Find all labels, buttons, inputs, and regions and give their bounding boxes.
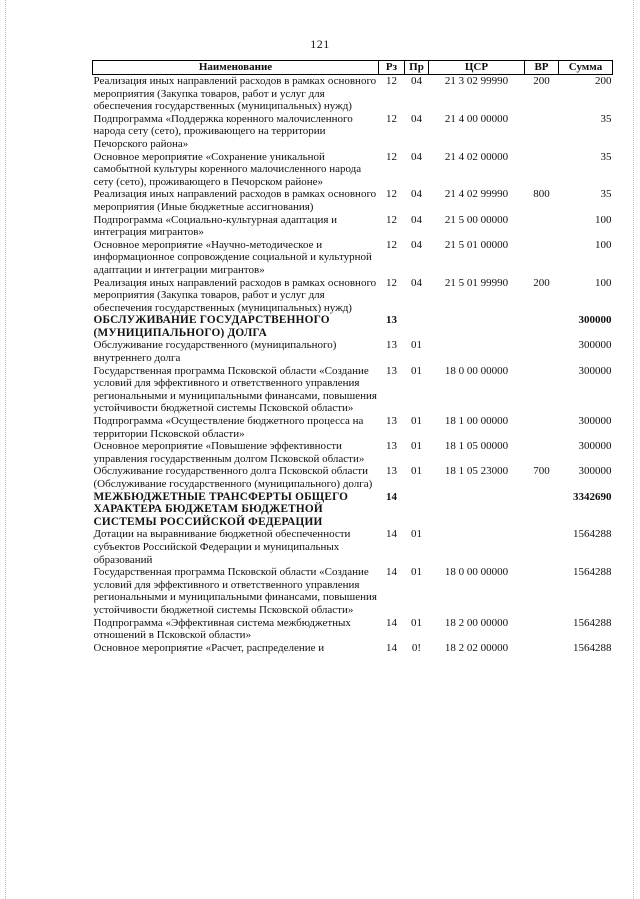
header-vr: ВР — [525, 61, 559, 75]
table-row — [93, 566, 613, 616]
row-csr: 18 1 05 00000 — [444, 440, 509, 453]
row-csr: 21 5 01 00000 — [444, 238, 509, 251]
row-rz: 12 — [386, 188, 397, 201]
row-name: Реализация иных направлений расходов в рамках основного мероприятия (Закупка товаров, работ и услуг для обеспечения государственных (муниципальных) нужд) — [93, 276, 377, 314]
row-pr: 01 — [411, 440, 422, 453]
row-csr: 21 4 02 99990 — [444, 188, 509, 201]
table-row — [93, 277, 613, 315]
row-vr — [525, 113, 559, 151]
section-row — [93, 314, 613, 339]
table-row — [93, 188, 613, 213]
row-vr — [525, 239, 559, 277]
row-rz: 12 — [386, 112, 397, 125]
row-vr: 800 — [533, 188, 550, 201]
row-vr: 200 — [533, 276, 550, 289]
row-name: Подпрограмма «Осуществление бюджетного процесса на территории Псковской области» — [93, 415, 364, 440]
row-csr: 18 1 05 23000 — [444, 465, 509, 478]
row-name: Подпрограмма «Эффективная система межбюджетных отношений в Псковской области» — [93, 616, 351, 642]
table-row — [93, 617, 613, 642]
row-name: Государственная программа Псковской области «Создание условий для эффективного и ответственного управления региональными и муниципальными финансами, повышения устойчивости бюджетной системы Псковской области» — [93, 364, 377, 415]
row-name: Основное мероприятие «Сохранение уникальной самобытной культуры коренного малочисленного народа сету (сето), проживающего в Печорском районе» — [93, 150, 362, 188]
row-vr — [525, 566, 559, 616]
row-pr — [405, 314, 429, 339]
row-pr — [405, 491, 429, 529]
row-pr: 01 — [411, 528, 422, 541]
row-rz: 12 — [386, 213, 397, 226]
table-body — [93, 75, 613, 655]
row-vr — [525, 440, 559, 465]
row-pr: 01 — [411, 415, 422, 428]
row-name: Реализация иных направлений расходов в рамках основного мероприятия (Закупка товаров, работ и услуг для обеспечения государственных (муниципальных) нужд) — [93, 75, 377, 113]
page-number: 121 — [310, 37, 330, 51]
row-sum: 300000 — [578, 415, 612, 428]
row-pr: 01 — [411, 364, 422, 377]
row-sum: 1564288 — [573, 616, 612, 629]
table-row — [93, 465, 613, 490]
row-csr: 21 4 00 00000 — [444, 112, 509, 125]
row-sum: 100 — [595, 213, 612, 226]
row-vr — [525, 617, 559, 642]
row-pr: 04 — [411, 276, 422, 289]
row-name: Основное мероприятие «Повышение эффективности управления государственным долгом Псковской области» — [93, 440, 365, 465]
budget-table — [92, 60, 613, 654]
row-vr — [525, 415, 559, 440]
row-rz: 12 — [386, 75, 397, 87]
row-rz: 13 — [386, 465, 397, 478]
row-vr — [525, 151, 559, 189]
row-sum: 1564288 — [573, 641, 612, 654]
row-csr: 18 2 00 00000 — [444, 616, 509, 629]
row-csr: 21 5 00 00000 — [444, 213, 509, 226]
row-sum: 200 — [595, 75, 612, 87]
row-rz: 14 — [386, 566, 397, 579]
row-csr — [429, 314, 525, 339]
row-name: Обслуживание государственного (муниципального) внутреннего долга — [93, 339, 337, 365]
row-name: Реализация иных направлений расходов в рамках основного мероприятия (Иные бюджетные ассигнования) — [93, 188, 377, 213]
row-name: МЕЖБЮДЖЕТНЫЕ ТРАНСФЕРТЫ ОБЩЕГО ХАРАКТЕРА БЮДЖЕТАМ БЮДЖЕТНОЙ СИСТЕМЫ РОССИЙСКОЙ ФЕДЕРАЦИИ — [93, 490, 349, 528]
row-rz: 14 — [386, 616, 397, 629]
row-csr: 21 5 01 99990 — [444, 276, 509, 289]
table-row — [93, 239, 613, 277]
row-sum: 100 — [595, 276, 612, 289]
row-sum: 300000 — [578, 440, 612, 453]
row-csr — [429, 339, 525, 364]
row-sum: 35 — [600, 150, 612, 163]
table-row — [93, 365, 613, 415]
row-pr: 01 — [411, 465, 422, 478]
row-sum: 35 — [600, 112, 612, 125]
row-vr: 200 — [533, 75, 550, 87]
row-rz: 14 — [386, 641, 397, 654]
row-rz: 13 — [386, 339, 397, 352]
row-rz: 13 — [386, 415, 397, 428]
section-row — [93, 491, 613, 529]
row-rz: 12 — [386, 276, 397, 289]
row-vr: 700 — [533, 465, 550, 478]
table-row — [93, 151, 613, 189]
row-vr — [525, 491, 559, 529]
row-rz: 13 — [386, 440, 397, 453]
header-sum: Сумма — [559, 61, 613, 75]
row-name: Основное мероприятие «Расчет, распределение и — [93, 641, 325, 654]
table-row — [93, 339, 613, 364]
header-csr: ЦСР — [429, 61, 525, 75]
row-sum: 300000 — [578, 314, 612, 327]
row-pr: 0! — [411, 641, 422, 654]
row-sum: 300000 — [578, 339, 612, 352]
row-pr: 04 — [411, 213, 422, 226]
row-csr: 18 0 00 00000 — [444, 364, 509, 377]
row-csr: 21 4 02 00000 — [444, 150, 509, 163]
row-csr: 21 3 02 99990 — [444, 75, 509, 87]
row-vr — [525, 528, 559, 566]
row-pr: 01 — [411, 339, 422, 352]
row-csr — [429, 528, 525, 566]
scan-edge-left — [5, 0, 7, 899]
row-sum: 1564288 — [573, 528, 612, 541]
row-pr: 01 — [411, 616, 422, 629]
row-pr: 04 — [411, 238, 422, 251]
table-row — [93, 214, 613, 239]
row-name: ОБСЛУЖИВАНИЕ ГОСУДАРСТВЕННОГО (МУНИЦИПАЛЬНОГО) ДОЛГА — [93, 314, 330, 339]
row-name: Государственная программа Псковской области «Создание условий для эффективного и ответственного управления региональными и муниципальными финансами, повышения устойчивости бюджетной системы Псковской области» — [93, 566, 377, 616]
table-row — [93, 528, 613, 566]
row-name: Основное мероприятие «Научно-методическое и информационное сопровождение социальной и культурной адаптации и интеграции мигрантов» — [93, 238, 372, 276]
row-name: Подпрограмма «Поддержка коренного малочисленного народа сету (сето), проживающего на территории Печорского района» — [93, 112, 353, 150]
row-sum: 3342690 — [573, 490, 612, 503]
table-row — [93, 642, 613, 655]
row-sum: 300000 — [578, 465, 612, 478]
row-csr: 18 0 00 00000 — [444, 566, 509, 579]
header-pr: Пр — [405, 61, 429, 75]
row-rz: 13 — [386, 314, 397, 327]
row-pr: 04 — [411, 188, 422, 201]
row-pr: 01 — [411, 566, 422, 579]
row-pr: 04 — [411, 75, 422, 87]
table-row — [93, 440, 613, 465]
header-name: Наименование — [93, 61, 379, 75]
row-csr — [429, 491, 525, 529]
row-rz: 12 — [386, 150, 397, 163]
row-vr — [525, 365, 559, 415]
row-name: Обслуживание государственного долга Псковской области (Обслуживание государственного (муниципального) долга) — [93, 465, 373, 490]
row-vr — [525, 314, 559, 339]
row-vr — [525, 339, 559, 364]
header-rz: Рз — [379, 61, 405, 75]
row-vr — [525, 214, 559, 239]
row-csr: 18 1 00 00000 — [444, 415, 509, 428]
row-sum: 1564288 — [573, 566, 612, 579]
row-rz: 12 — [386, 238, 397, 251]
row-rz: 14 — [386, 528, 397, 541]
row-vr — [525, 642, 559, 655]
row-name: Подпрограмма «Социально-культурная адаптация и интеграция мигрантов» — [93, 213, 338, 239]
row-pr: 04 — [411, 150, 422, 163]
row-rz: 13 — [386, 364, 397, 377]
row-csr: 18 2 02 00000 — [444, 641, 509, 654]
scan-edge-right — [633, 0, 635, 899]
row-pr: 04 — [411, 112, 422, 125]
table-row — [93, 415, 613, 440]
row-sum: 35 — [600, 188, 612, 201]
table-row — [93, 113, 613, 151]
row-sum: 300000 — [578, 364, 612, 377]
row-name: Дотации на выравнивание бюджетной обеспеченности субъектов Российской Федерации и муниципальных образований — [93, 528, 351, 566]
table-row — [93, 75, 613, 113]
table-header — [93, 61, 613, 75]
row-rz: 14 — [386, 490, 397, 503]
row-sum: 100 — [595, 238, 612, 251]
